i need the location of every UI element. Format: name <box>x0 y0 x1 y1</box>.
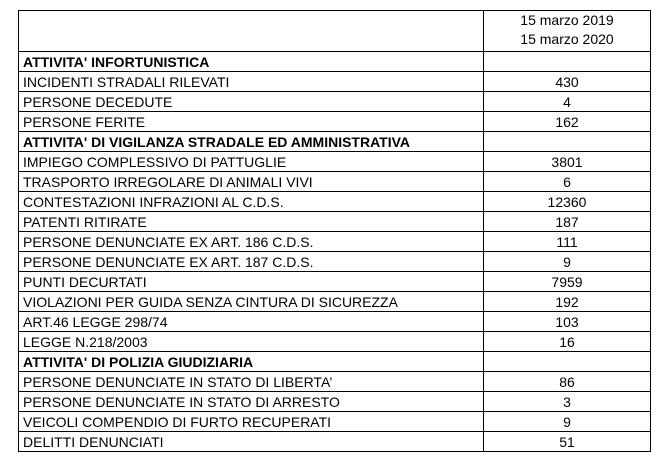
row-label: PERSONE FERITE <box>19 112 484 132</box>
section-title: ATTIVITA' DI POLIZIA GIUDIZIARIA <box>19 352 484 372</box>
row-label: LEGGE N.218/2003 <box>19 332 484 352</box>
section-value-empty <box>484 132 651 152</box>
row-value: 9 <box>484 412 651 432</box>
period-end: 15 marzo 2020 <box>520 31 614 47</box>
section-title: ATTIVITA' INFORTUNISTICA <box>19 52 484 72</box>
table-row <box>19 72 651 92</box>
row-label: VIOLAZIONI PER GUIDA SENZA CINTURA DI SICUREZZA <box>19 292 484 312</box>
row-label: PERSONE DENUNCIATE IN STATO DI LIBERTA’ <box>19 372 484 392</box>
table-row <box>19 412 651 432</box>
row-label: PATENTI RITIRATE <box>19 212 484 232</box>
table-row <box>19 272 651 292</box>
row-value: 187 <box>484 212 651 232</box>
row-label: PERSONE DECEDUTE <box>19 92 484 112</box>
section-title: ATTIVITA' DI VIGILANZA STRADALE ED AMMINISTRATIVA <box>19 132 484 152</box>
section-header-row <box>19 132 651 152</box>
section-header-row <box>19 352 651 372</box>
row-value: 3 <box>484 392 651 412</box>
row-label: PERSONE DENUNCIATE EX ART. 186 C.D.S. <box>19 232 484 252</box>
row-value: 86 <box>484 372 651 392</box>
row-value: 4 <box>484 92 651 112</box>
row-value: 7959 <box>484 272 651 292</box>
table-row <box>19 252 651 272</box>
section-value-empty <box>484 52 651 72</box>
row-value: 12360 <box>484 192 651 212</box>
header-label-cell <box>19 11 484 52</box>
header-period-cell <box>484 11 651 52</box>
table-row <box>19 292 651 312</box>
table-row <box>19 312 651 332</box>
row-value: 162 <box>484 112 651 132</box>
header-row <box>19 11 651 52</box>
row-value: 3801 <box>484 152 651 172</box>
table-row <box>19 392 651 412</box>
table-row <box>19 172 651 192</box>
row-label: INCIDENTI STRADALI RILEVATI <box>19 72 484 92</box>
statistics-table <box>18 10 651 452</box>
table-row <box>19 152 651 172</box>
row-value: 16 <box>484 332 651 352</box>
table-row <box>19 192 651 212</box>
table-row <box>19 232 651 252</box>
row-label: TRASPORTO IRREGOLARE DI ANIMALI VIVI <box>19 172 484 192</box>
row-value: 6 <box>484 172 651 192</box>
section-header-row <box>19 52 651 72</box>
row-label: CONTESTAZIONI INFRAZIONI AL C.D.S. <box>19 192 484 212</box>
row-value: 430 <box>484 72 651 92</box>
row-value: 111 <box>484 232 651 252</box>
row-label: IMPIEGO COMPLESSIVO DI PATTUGLIE <box>19 152 484 172</box>
table-row <box>19 332 651 352</box>
table-row <box>19 92 651 112</box>
row-label: PUNTI DECURTATI <box>19 272 484 292</box>
section-value-empty <box>484 352 651 372</box>
row-label: VEICOLI COMPENDIO DI FURTO RECUPERATI <box>19 412 484 432</box>
table-row <box>19 212 651 232</box>
table-row <box>19 432 651 452</box>
table-row <box>19 372 651 392</box>
row-label: PERSONE DENUNCIATE IN STATO DI ARRESTO <box>19 392 484 412</box>
table-row <box>19 112 651 132</box>
row-value: 51 <box>484 432 651 452</box>
row-label: PERSONE DENUNCIATE EX ART. 187 C.D.S. <box>19 252 484 272</box>
row-value: 103 <box>484 312 651 332</box>
row-value: 192 <box>484 292 651 312</box>
row-label: DELITTI DENUNCIATI <box>19 432 484 452</box>
row-value: 9 <box>484 252 651 272</box>
period-start: 15 marzo 2019 <box>520 12 614 28</box>
row-label: ART.46 LEGGE 298/74 <box>19 312 484 332</box>
